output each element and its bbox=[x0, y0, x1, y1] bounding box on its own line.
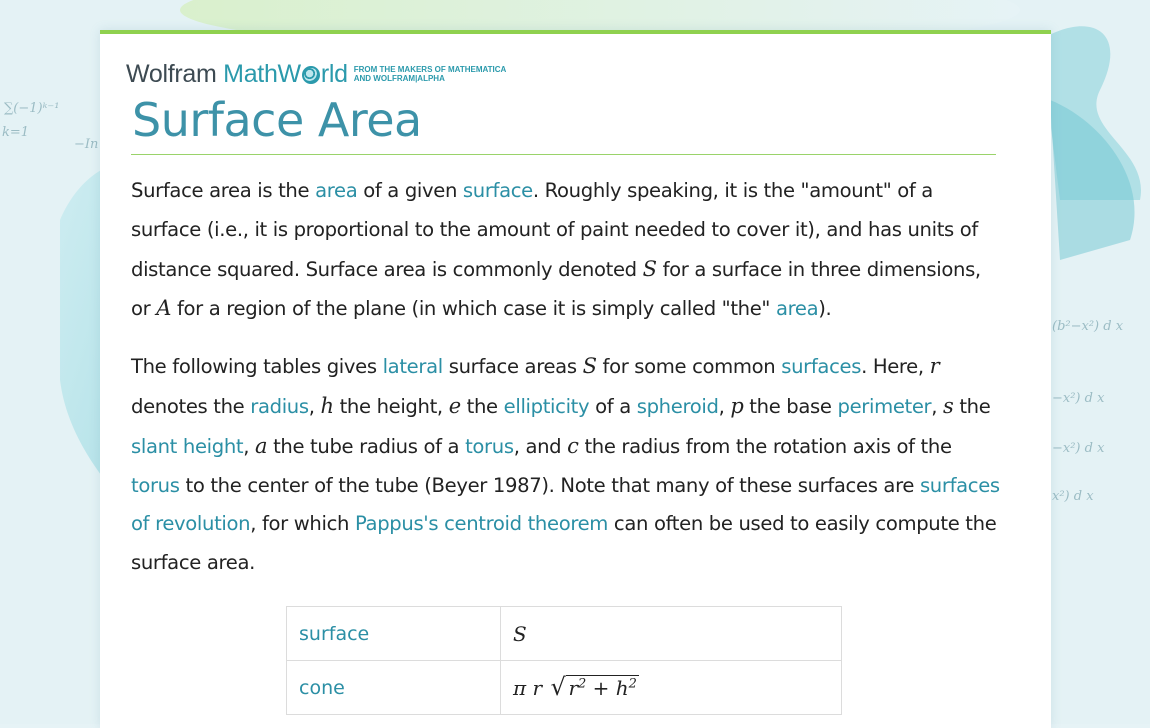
var-S: S bbox=[642, 256, 657, 281]
var-a: a bbox=[255, 433, 268, 458]
row-surface-name[interactable] bbox=[287, 661, 501, 715]
header-surface[interactable] bbox=[287, 607, 501, 661]
var-e: e bbox=[448, 393, 461, 418]
link-spheroid[interactable]: spheroid bbox=[636, 394, 719, 418]
var-A: A bbox=[156, 296, 172, 321]
row-formula bbox=[501, 661, 842, 715]
link-surface[interactable]: surface bbox=[462, 179, 533, 202]
mathworld-logo[interactable]: Wolfram MathW rld bbox=[126, 60, 348, 88]
var-s: s bbox=[943, 393, 954, 418]
var-S: S bbox=[582, 354, 597, 379]
paragraph-intro: Surface area is the area of a given surface. Roughly speaking, it is the "amount" of a surface (i.e., it is proportional to the amount of paint needed to cover it), and has units of distance squared. Surface area is commonly denoted S for a surface in three dimensions, or A for a region of the plane (in which case it is simply called "the" area). bbox=[131, 179, 981, 321]
link-surfaces[interactable]: surfaces bbox=[781, 355, 862, 379]
var-r: r bbox=[929, 354, 940, 379]
var-c: c bbox=[567, 433, 579, 458]
svg-text:−x²) d x: −x²) d x bbox=[1052, 441, 1105, 456]
globe-icon bbox=[302, 66, 320, 84]
link-torus-2[interactable]: torus bbox=[131, 473, 180, 497]
table-header-row bbox=[287, 607, 842, 661]
article-body bbox=[131, 172, 1001, 583]
svg-text:−x²) d x: −x²) d x bbox=[1052, 391, 1105, 406]
link-slant-height[interactable]: slant height bbox=[131, 434, 244, 458]
svg-text:k=1: k=1 bbox=[2, 125, 30, 140]
table-row bbox=[287, 661, 842, 715]
link-perimeter[interactable]: perimeter bbox=[837, 394, 932, 418]
article-card bbox=[100, 30, 1051, 728]
link-surfaces-of-revolution[interactable]: surfaces of revolution bbox=[131, 473, 1000, 536]
svg-text:−In: −In bbox=[74, 137, 99, 152]
link-area[interactable]: area bbox=[315, 179, 358, 202]
paragraph-table-intro: The following tables gives lateral surface areas S for some common surfaces. Here, r denotes the radius, h the height, e the ellipticity of a spheroid, p the base perimeter, s the slant height, a the tube radius of a torus, and c the radius from the rotation axis of the torus to the center of the tube (Beyer 1987). Note that many of these surfaces are surfaces of revolution, for which Pappus's centroid theorem can often be used to easily compute the surface area. bbox=[131, 354, 1000, 575]
var-p: p bbox=[730, 393, 744, 418]
header-S: S bbox=[501, 607, 842, 661]
link-radius[interactable]: radius bbox=[250, 394, 309, 418]
sqrt-symbol: √ $r^2 + h^2$ bbox=[550, 676, 639, 700]
title-divider bbox=[131, 154, 996, 155]
svg-text:(b²−x²) d x: (b²−x²) d x bbox=[1052, 319, 1124, 334]
link-ellipticity[interactable]: ellipticity bbox=[503, 394, 590, 418]
svg-text:∑(−1)ᵏ⁻¹: ∑(−1)ᵏ⁻¹ bbox=[4, 101, 60, 116]
logo-tagline: FROM THE MAKERS OF MATHEMATICA AND WOLFRAM|ALPHA bbox=[353, 65, 507, 83]
link-surface-header[interactable]: surface bbox=[299, 622, 370, 645]
var-h: h bbox=[320, 393, 334, 418]
link-area-2[interactable]: area bbox=[775, 297, 819, 321]
link-lateral[interactable]: lateral bbox=[382, 355, 443, 379]
link-pappus-theorem[interactable]: Pappus's centroid theorem bbox=[354, 512, 609, 536]
link-torus[interactable]: torus bbox=[465, 434, 514, 458]
link-cone[interactable]: cone bbox=[299, 676, 345, 699]
page-title: Surface Area bbox=[132, 93, 422, 147]
site-header bbox=[126, 60, 506, 88]
surface-area-table bbox=[286, 606, 842, 715]
formula-cone: π r √ $r^2 + h^2$ bbox=[513, 676, 639, 700]
svg-text:x²) d x: x²) d x bbox=[1052, 489, 1094, 504]
